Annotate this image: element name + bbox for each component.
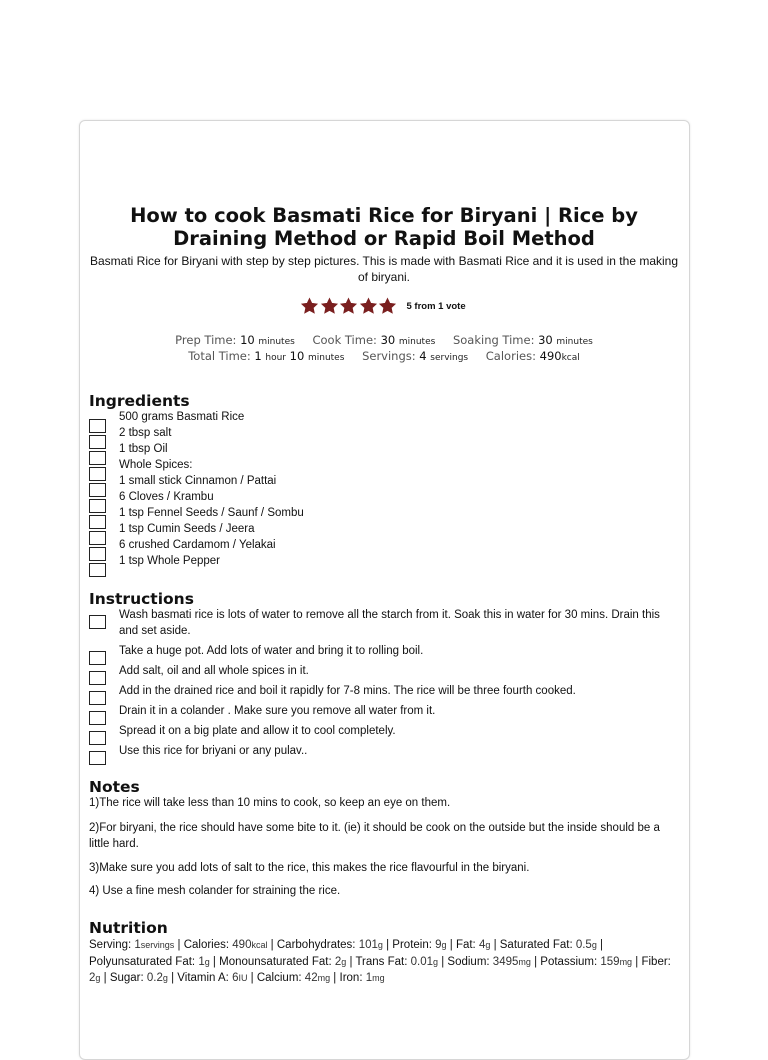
note-2: 2)For biryani, the rice should have some bite to it. (ie) it should be cook on the outside but the inside should be a little hard. [89,822,660,850]
nutrition-item: Calcium: 42mg [256,972,331,984]
star-icon[interactable] [378,297,397,315]
nutrition-item: Iron: 1mg [339,972,385,984]
ingredient-text: 1 tsp Cumin Seeds / Jeera [119,523,255,535]
instruction-text: Drain it in a colander . Make sure you remove all water from it. [119,705,436,717]
ingredient-item [89,441,679,457]
ingredient-text: 1 tsp Fennel Seeds / Saunf / Sombu [119,507,304,519]
instruction-item [89,607,679,639]
instruction-text: Use this rice for briyani or any pulav.. [119,745,308,757]
instruction-item [89,663,679,679]
nutrition-facts: Serving: 1servings | Calories: 490kcal | Carbohydrates: 101g | Protein: 9g | Fat: 4g | Saturated Fat: 0.5g | Polyunsaturated Fat: 1g | Monounsaturated Fat: 2g | Trans Fat: 0.01g | Sodium: 3495mg | Potassium: 159mg | Fiber: 2g | Sugar: 0.2g | Vitamin A: 6IU | Calcium: 42mg | Iron: 1mg [89,939,671,984]
star-icon[interactable] [359,297,378,315]
nutrition-item: Sugar: 0.2g [109,972,168,984]
instructions-heading: Instructions [89,590,194,608]
nutrition-item: Potassium: 159mg [540,955,633,968]
instruction-item [89,743,679,759]
ingredient-text: 6 crushed Cardamom / Yelakai [119,539,276,551]
instruction-text: Take a huge pot. Add lots of water and bring it to rolling boil. [119,645,424,657]
nutrition-item: Fat: 4g [455,939,491,951]
ingredient-item [89,425,679,441]
ingredient-text: 6 Cloves / Krambu [119,491,214,503]
servings: Servings: 4 servings [362,349,469,363]
instruction-text: Spread it on a big plate and allow it to cool completely. [119,725,396,737]
nutrition-item: Calories: 490kcal [183,939,268,951]
note-3: 3)Make sure you add lots of salt to the rice, this makes the rice flavourful in the biryani. [89,862,530,874]
ingredient-checkbox[interactable] [89,563,106,577]
ingredient-item [89,553,679,569]
ingredient-item [89,505,679,521]
ingredient-item [89,489,679,505]
instruction-text: Add in the drained rice and boil it rapidly for 7-8 mins. The rice will be three fourth cooked. [119,685,576,697]
nutrition-item: Trans Fat: 0.01g [355,955,439,968]
cook-time: Cook Time: 30 minutes [312,333,436,347]
ingredient-text: 1 tbsp Oil [119,443,168,455]
ingredient-text: 1 tsp Whole Pepper [119,555,221,567]
recipe-title-line-2: Draining Method or Rapid Boil Method [173,227,595,250]
calories: Calories: 490kcal [485,349,580,363]
recipe-rating[interactable] [300,296,466,316]
ingredient-item [89,537,679,553]
prep-time: Prep Time: 10 minutes [175,333,295,347]
instruction-text: Wash basmati rice is lots of water to remove all the starch from it. Soak this in water for 30 mins. Drain this and set aside. [119,609,660,637]
notes-heading: Notes [89,778,140,796]
note-4: 4) Use a fine mesh colander for straining the rice. [89,885,341,897]
instruction-item [89,683,679,699]
ingredient-text: 1 small stick Cinnamon / Pattai [119,475,277,487]
total-time: Total Time: 1 hour 10 minutes [188,349,345,363]
star-icon[interactable] [300,297,319,315]
recipe-servings-row [0,349,768,365]
nutrition-item: Fiber: 2g [89,955,671,984]
soaking-time: Soaking Time: 30 minutes [452,333,593,347]
rating-text: 5 from 1 vote [406,300,466,312]
ingredient-item [89,409,679,425]
star-icon[interactable] [339,297,358,315]
nutrition-item: Carbohydrates: 101g [276,939,383,951]
instruction-item [89,643,679,659]
star-icon[interactable] [320,297,339,315]
instruction-item [89,703,679,719]
instruction-item [89,723,679,739]
ingredient-item [89,473,679,489]
instruction-checkbox[interactable] [89,615,106,629]
ingredients-heading: Ingredients [89,392,190,410]
recipe-summary: Basmati Rice for Biryani with step by step pictures. This is made with Basmati Rice and it is used in the making of biryani. [89,254,679,284]
ingredient-text: Whole Spices: [119,459,193,471]
recipe-title-line-1: How to cook Basmati Rice for Biryani | Rice by [130,204,638,227]
instruction-text: Add salt, oil and all whole spices in it. [119,665,309,677]
nutrition-item: Monounsaturated Fat: 2g [219,955,347,968]
recipe-title [0,204,768,250]
rating-stars[interactable] [300,297,398,315]
nutrition-item: Protein: 9g [392,939,447,951]
nutrition-item: Serving: 1servings [89,939,175,951]
instruction-checkbox[interactable] [89,751,106,765]
nutrition-heading: Nutrition [89,919,168,937]
nutrition-item: Vitamin A: 6IU [177,972,248,984]
nutrition-item: Saturated Fat: 0.5g [499,939,597,951]
nutrition-item: Polyunsaturated Fat: 1g [89,955,210,968]
recipe-times-row [0,333,768,349]
ingredient-item [89,521,679,537]
ingredient-text: 500 grams Basmati Rice [119,411,245,423]
ingredient-item [89,457,679,473]
nutrition-item: Sodium: 3495mg [447,955,531,968]
ingredient-text: 2 tbsp salt [119,427,172,439]
note-1: 1)The rice will take less than 10 mins to cook, so keep an eye on them. [89,797,451,809]
